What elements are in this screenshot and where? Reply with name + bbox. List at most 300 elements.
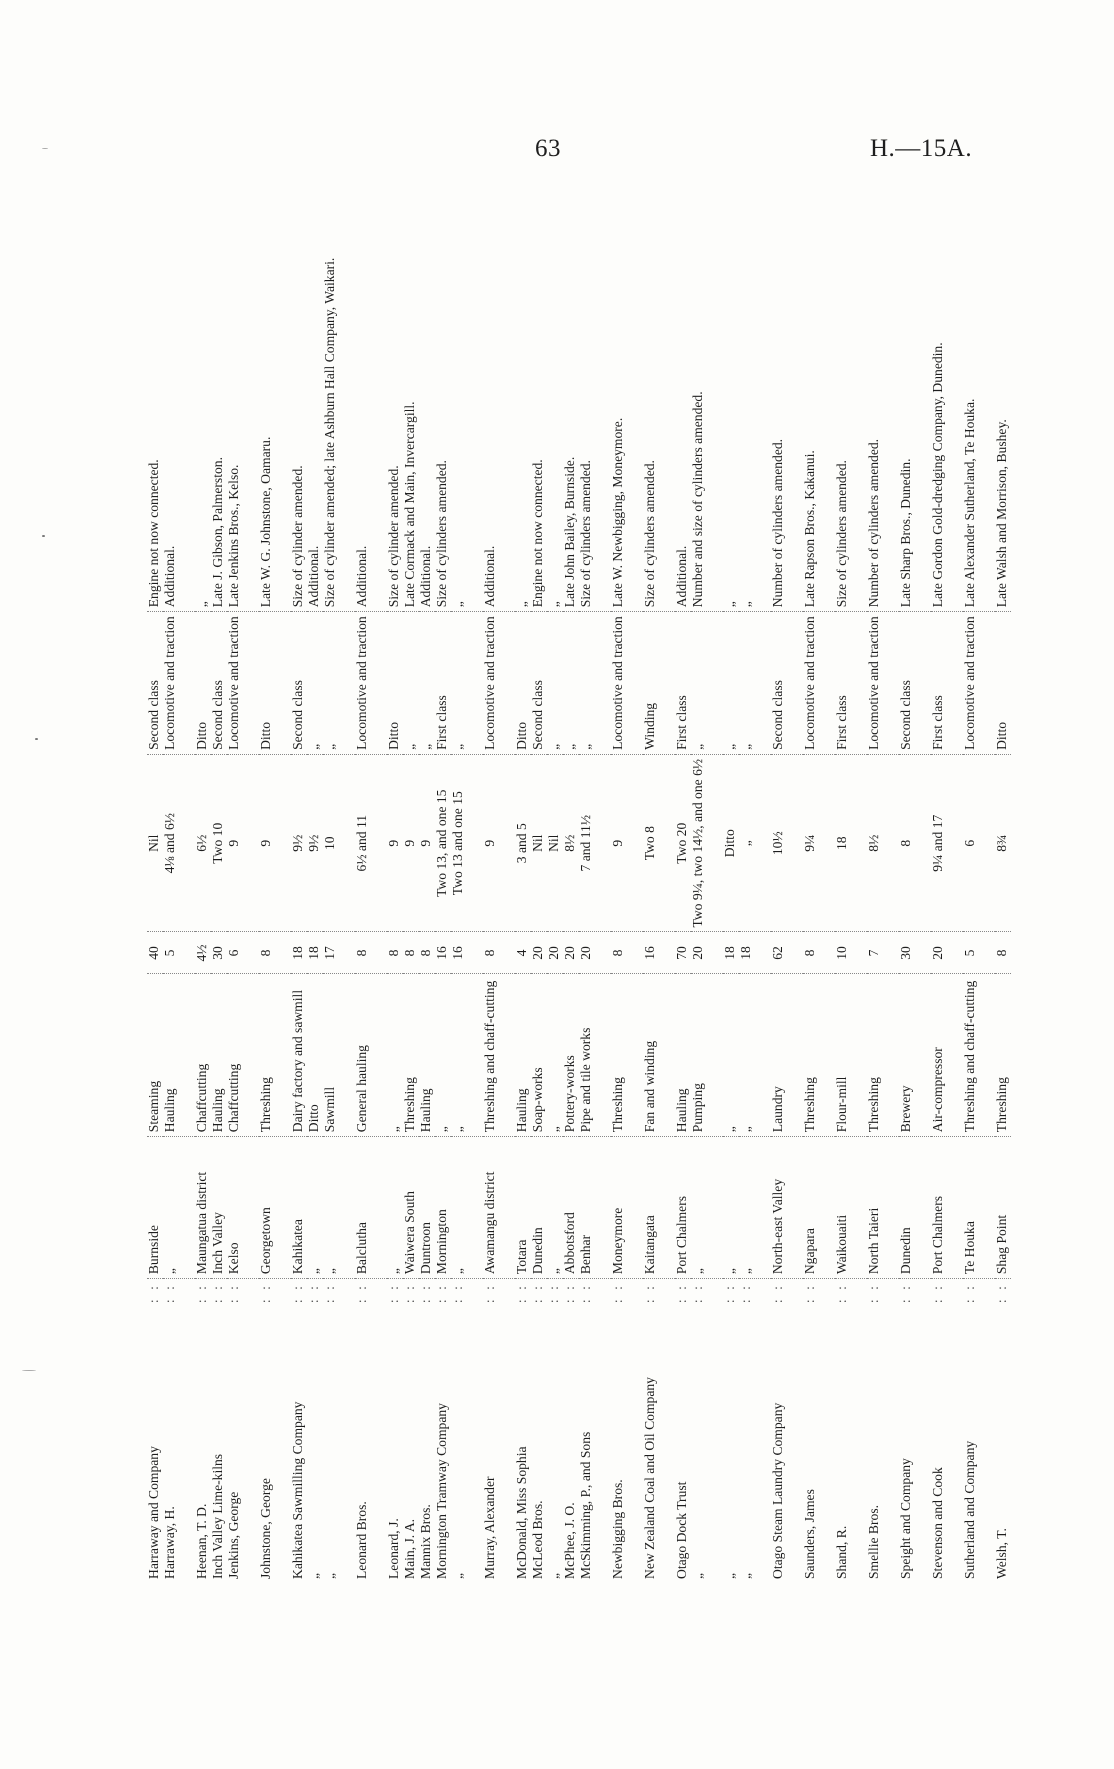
remarks-cell: Late Alexander Sutherland, Te Houka.	[963, 183, 995, 612]
locality-cell: „	[451, 1137, 483, 1279]
leader-dots-glyph: : :	[514, 1283, 529, 1304]
owner-cell: Inch Valley Lime-kilns	[210, 1453, 225, 1579]
cylinder-cell: Two 9¼, two 14½, and one 6½	[691, 754, 723, 932]
locality-cell: Port Chalmers	[931, 1137, 963, 1279]
class-cell: Second class	[531, 612, 547, 755]
scan-speck	[22, 1370, 36, 1371]
table-row	[163, 183, 195, 1583]
horsepower-cell: 17	[323, 932, 355, 974]
cylinder-cell: Nil	[147, 754, 163, 932]
table-row	[147, 183, 163, 1583]
locality-cell: Awamangu district	[483, 1137, 515, 1279]
leader-dots-glyph: : :	[418, 1283, 433, 1304]
class-cell: „	[419, 612, 435, 755]
purpose-cell: Air-compressor	[931, 974, 963, 1137]
class-cell: „	[547, 612, 563, 755]
class-cell: Ditto	[515, 612, 531, 755]
remarks-cell: „	[739, 183, 771, 612]
leader-dots	[195, 1279, 211, 1311]
locality-cell: „	[163, 1137, 195, 1279]
purpose-cell: Pumping	[691, 974, 723, 1137]
class-cell: „	[307, 612, 323, 755]
cylinder-cell: 10	[323, 754, 355, 932]
class-cell: Ditto	[259, 612, 291, 755]
boiler-register-table	[147, 183, 1011, 1583]
leader-dots-glyph: : :	[642, 1283, 657, 1304]
cylinder-cell: 6½	[195, 754, 211, 932]
horsepower-cell: 18	[739, 932, 771, 974]
class-cell: First class	[931, 612, 963, 755]
owner-cell: Stevenson and Cook	[930, 1467, 945, 1579]
cylinder-cell: 8½	[563, 754, 579, 932]
locality-cell: Mornington	[435, 1137, 451, 1279]
cylinder-cell: 18	[835, 754, 867, 932]
leader-dots	[563, 1279, 579, 1311]
purpose-cell: Sawmill	[323, 974, 355, 1137]
leader-dots	[483, 1279, 515, 1311]
leader-dots	[403, 1279, 419, 1311]
remarks-cell: „	[195, 183, 211, 612]
leader-dots-glyph: : :	[386, 1283, 401, 1304]
owner-cell: Speight and Company	[898, 1458, 913, 1579]
leader-dots-glyph: : :	[546, 1283, 561, 1304]
remarks-cell: Additional.	[483, 183, 515, 612]
leader-dots	[291, 1279, 307, 1311]
leader-dots-glyph: : :	[226, 1283, 241, 1304]
purpose-cell: Chaffcutting	[227, 974, 259, 1137]
locality-cell: Inch Valley	[211, 1137, 227, 1279]
rotated-register-table	[146, 183, 1009, 1583]
scan-speck	[42, 148, 48, 149]
purpose-cell: Hauling	[211, 974, 227, 1137]
locality-cell: Shag Point	[995, 1137, 1011, 1279]
leader-dots-glyph: : :	[146, 1283, 161, 1304]
leader-dots	[451, 1279, 483, 1311]
owner-cell: Heenan, T. D.	[194, 1503, 209, 1579]
table-row	[419, 183, 435, 1583]
leader-dots-glyph: : :	[770, 1283, 785, 1304]
owner-cell: Sutherland and Company	[962, 1440, 977, 1579]
table-row	[195, 183, 211, 1583]
table-row	[563, 183, 579, 1583]
leader-dots	[931, 1279, 963, 1311]
leader-dots-glyph: : :	[994, 1283, 1009, 1304]
cylinder-cell: 8	[899, 754, 931, 932]
leader-dots	[771, 1279, 803, 1311]
purpose-cell: Soap-works	[531, 974, 547, 1137]
leader-dots-glyph: : :	[674, 1283, 689, 1304]
locality-cell: Dunedin	[899, 1137, 931, 1279]
purpose-cell: Ditto	[307, 974, 323, 1137]
purpose-cell: General hauling	[355, 974, 387, 1137]
table-row	[323, 183, 355, 1583]
horsepower-cell: 62	[771, 932, 803, 974]
cylinder-cell: 9	[259, 754, 291, 932]
horsepower-cell: 40	[147, 932, 163, 974]
class-cell: Second class	[211, 612, 227, 755]
table-row	[211, 183, 227, 1583]
table-row	[803, 183, 835, 1583]
remarks-cell: Number of cylinders amended.	[867, 183, 899, 612]
locality-cell: Kaitangata	[643, 1137, 675, 1279]
horsepower-cell: 16	[643, 932, 675, 974]
cylinder-cell: 9½	[307, 754, 323, 932]
remarks-cell: Late Cormack and Main, Invercargill.	[403, 183, 419, 612]
class-cell: First class	[835, 612, 867, 755]
remarks-cell: Late Rapson Bros., Kakanui.	[803, 183, 835, 612]
purpose-cell: Threshing	[803, 974, 835, 1137]
owner-cell: McSkimming, P., and Sons	[578, 1431, 593, 1579]
leader-dots-glyph: : :	[322, 1283, 337, 1304]
leader-dots-glyph: : :	[802, 1283, 817, 1304]
leader-dots-glyph: : :	[866, 1283, 881, 1304]
horsepower-cell: 5	[163, 932, 195, 974]
table-row	[739, 183, 771, 1583]
purpose-cell: Threshing	[403, 974, 419, 1137]
locality-cell: Maungatua district	[195, 1137, 211, 1279]
class-cell: Ditto	[387, 612, 403, 755]
purpose-cell: „	[547, 974, 563, 1137]
locality-cell: „	[691, 1137, 723, 1279]
purpose-cell: Chaffcutting	[195, 974, 211, 1137]
horsepower-cell: 20	[931, 932, 963, 974]
horsepower-cell: 30	[211, 932, 227, 974]
horsepower-cell: 8	[387, 932, 403, 974]
table-row	[531, 183, 547, 1583]
cylinder-cell: 6½ and 11	[355, 754, 387, 932]
cylinder-cell: 8¾	[995, 754, 1011, 932]
remarks-cell: Size of cylinder amended.	[387, 183, 403, 612]
page-number: 63	[535, 135, 561, 162]
horsepower-cell: 8	[355, 932, 387, 974]
owner-cell: Jenkins, George	[226, 1491, 241, 1579]
locality-cell: Burnside	[147, 1137, 163, 1279]
leader-dots	[963, 1279, 995, 1311]
remarks-cell: Late Walsh and Morrison, Bushey.	[995, 183, 1011, 612]
locality-cell: Benhar	[579, 1137, 611, 1279]
purpose-cell: „	[435, 974, 451, 1137]
leader-dots-glyph: : :	[450, 1283, 465, 1304]
cylinder-cell: 10½	[771, 754, 803, 932]
remarks-cell: Additional.	[163, 183, 195, 612]
owner-cell: „	[322, 1572, 337, 1579]
cylinder-cell: 9	[419, 754, 435, 932]
table-row	[355, 183, 387, 1583]
remarks-cell: Size of cylinders amended.	[579, 183, 611, 612]
owner-cell: Otago Steam Laundry Company	[770, 1402, 785, 1579]
horsepower-cell: 8	[611, 932, 643, 974]
leader-dots-glyph: : :	[402, 1283, 417, 1304]
remarks-cell: Number of cylinders amended.	[771, 183, 803, 612]
leader-dots-glyph: : :	[530, 1283, 545, 1304]
table-row	[963, 183, 995, 1583]
remarks-cell: Size of cylinders amended.	[835, 183, 867, 612]
class-cell: Locomotive and traction	[227, 612, 259, 755]
cylinder-cell: Two 13, and one 15	[435, 754, 451, 932]
leader-dots-glyph: : :	[162, 1283, 177, 1304]
locality-cell: Port Chalmers	[675, 1137, 691, 1279]
leader-dots-glyph: : :	[290, 1283, 305, 1304]
owner-cell: McPhee, J. O.	[562, 1502, 577, 1579]
cylinder-cell: „	[739, 754, 771, 932]
leader-dots-glyph: : :	[578, 1283, 593, 1304]
leader-dots-glyph: : :	[306, 1283, 321, 1304]
purpose-cell: Fan and winding	[643, 974, 675, 1137]
horsepower-cell: 6	[227, 932, 259, 974]
horsepower-cell: 30	[899, 932, 931, 974]
purpose-cell: „	[723, 974, 739, 1137]
locality-cell: Totara	[515, 1137, 531, 1279]
locality-cell: Georgetown	[259, 1137, 291, 1279]
remarks-cell: Late Sharp Bros., Dunedin.	[899, 183, 931, 612]
leader-dots-glyph: : :	[930, 1283, 945, 1304]
owner-cell: Harraway, H.	[162, 1506, 177, 1579]
class-cell: First class	[675, 612, 691, 755]
table-row	[723, 183, 739, 1583]
horsepower-cell: 8	[995, 932, 1011, 974]
table-row	[643, 183, 675, 1583]
table-row	[931, 183, 963, 1583]
leader-dots-glyph: : :	[690, 1283, 705, 1304]
class-cell: Locomotive and traction	[611, 612, 643, 755]
locality-cell: „	[323, 1137, 355, 1279]
horsepower-cell: 16	[451, 932, 483, 974]
horsepower-cell: 10	[835, 932, 867, 974]
class-cell: Ditto	[195, 612, 211, 755]
leader-dots-glyph: : :	[738, 1283, 753, 1304]
class-cell: „	[451, 612, 483, 755]
document-reference: H.—15A.	[870, 135, 973, 162]
leader-dots	[259, 1279, 291, 1311]
leader-dots	[147, 1279, 163, 1311]
purpose-cell: Threshing	[995, 974, 1011, 1137]
owner-cell: New Zealand Coal and Oil Company	[642, 1377, 657, 1579]
purpose-cell: Brewery	[899, 974, 931, 1137]
remarks-cell: „	[547, 183, 563, 612]
class-cell: „	[403, 612, 419, 755]
cylinder-cell: Nil	[547, 754, 563, 932]
locality-cell: „	[547, 1137, 563, 1279]
remarks-cell: Late John Bailey, Burnside.	[563, 183, 579, 612]
leader-dots-glyph: : :	[258, 1283, 273, 1304]
owner-cell: Johnstone, George	[258, 1478, 273, 1579]
owner-cell: Mornington Tramway Company	[434, 1403, 449, 1579]
table-row	[291, 183, 307, 1583]
table-row	[307, 183, 323, 1583]
locality-cell: Ngapara	[803, 1137, 835, 1279]
leader-dots	[899, 1279, 931, 1311]
horsepower-cell: 16	[435, 932, 451, 974]
table-row	[691, 183, 723, 1583]
leader-dots	[355, 1279, 387, 1311]
cylinder-cell: 4⅛ and 6½	[163, 754, 195, 932]
leader-dots-glyph: : :	[610, 1283, 625, 1304]
table-body	[147, 183, 1011, 1583]
leader-dots	[211, 1279, 227, 1311]
owner-cell: Welsh, T.	[994, 1528, 1009, 1579]
owner-cell: Leonard, J.	[386, 1518, 401, 1579]
horsepower-cell: 20	[531, 932, 547, 974]
purpose-cell: Threshing and chaff-cutting	[963, 974, 995, 1137]
table-row	[547, 183, 563, 1583]
class-cell: Locomotive and traction	[963, 612, 995, 755]
remarks-cell: Size of cylinders amended.	[643, 183, 675, 612]
owner-cell: Shand, R.	[834, 1525, 849, 1579]
table-row	[515, 183, 531, 1583]
leader-dots	[995, 1279, 1011, 1311]
leader-dots-glyph: : :	[898, 1283, 913, 1304]
locality-cell: Duntroon	[419, 1137, 435, 1279]
purpose-cell: Hauling	[163, 974, 195, 1137]
remarks-cell: „	[723, 183, 739, 612]
purpose-cell: Threshing and chaff-cutting	[483, 974, 515, 1137]
remarks-cell: Additional.	[419, 183, 435, 612]
remarks-cell: Number and size of cylinders amended.	[691, 183, 723, 612]
class-cell: Locomotive and traction	[483, 612, 515, 755]
owner-cell: Smellie Bros.	[866, 1504, 881, 1579]
owner-cell: Newbigging Bros.	[610, 1479, 625, 1579]
class-cell: „	[739, 612, 771, 755]
leader-dots-glyph: : :	[962, 1283, 977, 1304]
cylinder-cell: Two 10	[211, 754, 227, 932]
owner-cell: „	[690, 1572, 705, 1579]
leader-dots	[435, 1279, 451, 1311]
owner-cell: Harraway and Company	[146, 1446, 161, 1579]
owner-cell: „	[722, 1572, 737, 1579]
class-cell: „	[691, 612, 723, 755]
locality-cell: Kahikatea	[291, 1137, 307, 1279]
horsepower-cell: 8	[403, 932, 419, 974]
purpose-cell: Pottery-works	[563, 974, 579, 1137]
leader-dots	[691, 1279, 723, 1311]
class-cell: First class	[435, 612, 451, 755]
owner-cell: Kahikatea Sawmilling Company	[290, 1401, 305, 1579]
remarks-cell: Late Jenkins Bros., Kelso.	[227, 183, 259, 612]
table-row	[451, 183, 483, 1583]
leader-dots	[835, 1279, 867, 1311]
leader-dots	[579, 1279, 611, 1311]
cylinder-cell: Nil	[531, 754, 547, 932]
remarks-cell: Additional.	[355, 183, 387, 612]
remarks-cell: Engine not now connected.	[147, 183, 163, 612]
owner-cell: Otago Dock Trust	[674, 1481, 689, 1579]
locality-cell: North-east Valley	[771, 1137, 803, 1279]
class-cell: Locomotive and traction	[163, 612, 195, 755]
cylinder-cell: 9	[611, 754, 643, 932]
table-row	[435, 183, 451, 1583]
leader-dots-glyph: : :	[482, 1283, 497, 1304]
horsepower-cell: 7	[867, 932, 899, 974]
owner-cell: McDonald, Miss Sophia	[514, 1446, 529, 1579]
table-row	[675, 183, 691, 1583]
remarks-cell: „	[451, 183, 483, 612]
leader-dots	[867, 1279, 899, 1311]
horsepower-cell: 8	[419, 932, 435, 974]
purpose-cell: Threshing	[259, 974, 291, 1137]
cylinder-cell: 9½	[291, 754, 307, 932]
horsepower-cell: 20	[691, 932, 723, 974]
class-cell: Locomotive and traction	[355, 612, 387, 755]
class-cell: Ditto	[995, 612, 1011, 755]
cylinder-cell: 9	[483, 754, 515, 932]
locality-cell: Waiwera South	[403, 1137, 419, 1279]
cylinder-cell: 6	[963, 754, 995, 932]
table-row	[403, 183, 419, 1583]
horsepower-cell: 18	[723, 932, 739, 974]
table-row	[611, 183, 643, 1583]
horsepower-cell: 4	[515, 932, 531, 974]
horsepower-cell: 18	[307, 932, 323, 974]
cylinder-cell: 3 and 5	[515, 754, 531, 932]
leader-dots	[387, 1279, 403, 1311]
leader-dots-glyph: : :	[210, 1283, 225, 1304]
owner-cell: „	[738, 1572, 753, 1579]
leader-dots	[515, 1279, 531, 1311]
table-row	[771, 183, 803, 1583]
class-cell: „	[563, 612, 579, 755]
cylinder-cell: Two 20	[675, 754, 691, 932]
cylinder-cell: 9¼	[803, 754, 835, 932]
leader-dots	[611, 1279, 643, 1311]
leader-dots-glyph: : :	[354, 1283, 369, 1304]
locality-cell: Abbotsford	[563, 1137, 579, 1279]
horsepower-cell: 20	[563, 932, 579, 974]
leader-dots	[531, 1279, 547, 1311]
locality-cell: „	[739, 1137, 771, 1279]
cylinder-cell: 8½	[867, 754, 899, 932]
owner-cell: „	[546, 1572, 561, 1579]
remarks-cell: Size of cylinders amended.	[435, 183, 451, 612]
cylinder-cell: Ditto	[723, 754, 739, 932]
class-cell: „	[579, 612, 611, 755]
table-row	[899, 183, 931, 1583]
purpose-cell: Dairy factory and sawmill	[291, 974, 307, 1137]
owner-cell: „	[306, 1572, 321, 1579]
remarks-cell: Size of cylinder amended.	[291, 183, 307, 612]
purpose-cell: Steaming	[147, 974, 163, 1137]
purpose-cell: „	[739, 974, 771, 1137]
purpose-cell: Laundry	[771, 974, 803, 1137]
purpose-cell: „	[451, 974, 483, 1137]
leader-dots	[227, 1279, 259, 1311]
remarks-cell: „	[515, 183, 531, 612]
locality-cell: „	[307, 1137, 323, 1279]
class-cell: Second class	[147, 612, 163, 755]
purpose-cell: Threshing	[867, 974, 899, 1137]
remarks-cell: Late Gordon Gold-dredging Company, Dunedin.	[931, 183, 963, 612]
table-row	[867, 183, 899, 1583]
cylinder-cell: 7 and 11½	[579, 754, 611, 932]
class-cell: Winding	[643, 612, 675, 755]
class-cell: „	[723, 612, 739, 755]
horsepower-cell: 18	[291, 932, 307, 974]
owner-cell: Leonard Bros.	[354, 1501, 369, 1579]
table-row	[995, 183, 1011, 1583]
locality-cell: „	[723, 1137, 739, 1279]
table-row	[387, 183, 403, 1583]
class-cell: Locomotive and traction	[803, 612, 835, 755]
leader-dots-glyph: : :	[722, 1283, 737, 1304]
class-cell: Locomotive and traction	[867, 612, 899, 755]
locality-cell: „	[387, 1137, 403, 1279]
class-cell: „	[323, 612, 355, 755]
owner-cell: Saunders, James	[802, 1489, 817, 1579]
class-cell: Second class	[771, 612, 803, 755]
table-row	[579, 183, 611, 1583]
remarks-cell: Late W. G. Johnstone, Oamaru.	[259, 183, 291, 612]
leader-dots	[723, 1279, 739, 1311]
purpose-cell: Hauling	[675, 974, 691, 1137]
